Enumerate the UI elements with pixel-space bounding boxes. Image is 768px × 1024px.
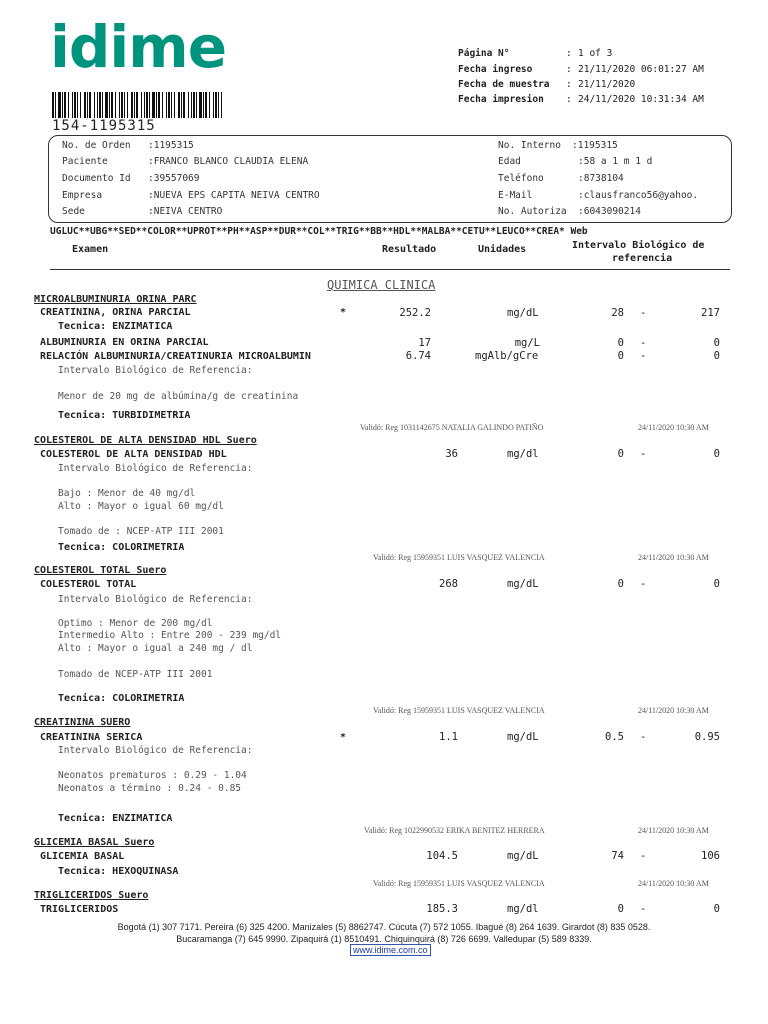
col-resultado: Resultado <box>382 244 437 255</box>
meta-value: 21/11/2020 <box>578 79 636 90</box>
result-name: GLICEMIA BASAL <box>40 851 125 862</box>
result-unit: mg/dL <box>507 731 539 743</box>
meta-label: Página N° <box>458 48 510 59</box>
ref-high: 0.95 <box>694 731 720 743</box>
col-intervalo-2: referencia <box>612 253 673 264</box>
result-value: 268 <box>439 578 458 590</box>
result-value: 17 <box>418 337 431 349</box>
ref-note: Tomado de NCEP-ATP III 2001 <box>58 669 213 680</box>
ref-low: 74 <box>611 850 624 862</box>
barcode-image <box>52 92 224 118</box>
validation-text: Validó: Reg 1031142675 NATALIA GALINDO PATIÑO <box>360 423 544 432</box>
result-unit: mg/dL <box>507 578 539 590</box>
result-name: RELACIÓN ALBUMINURIA/CREATINURIA MICROALBUMIN <box>40 351 311 362</box>
group-title: COLESTEROL TOTAL Suero <box>34 565 167 576</box>
result-unit: mgAlb/gCre <box>475 350 539 362</box>
ref-note: Bajo : Menor de 40 mg/dl <box>58 488 196 499</box>
ref-dash: - <box>640 850 647 862</box>
result-unit: mg/dl <box>507 448 539 460</box>
group-title: MICROALBUMINURIA ORINA PARC <box>34 294 197 305</box>
autoriza-field: No. Autoriza :6043090214 <box>498 206 641 217</box>
ref-high: 106 <box>701 850 720 862</box>
tecnica-label: Tecnica: TURBIDIMETRIA <box>58 410 191 421</box>
tecnica-label: Tecnica: ENZIMATICA <box>58 321 173 332</box>
result-name: COLESTEROL DE ALTA DENSIDAD HDL <box>40 449 227 460</box>
footer-phones-1: Bogotá (1) 307 7171. Pereira (6) 325 4200. Manizales (5) 8862747. Cúcuta (7) 572 1055. Ibagué (8) 264 1639. Girardot (8) 835 0528. <box>117 922 651 932</box>
ref-note: Intermedio Alto : Entre 200 - 239 mg/dl <box>58 630 282 641</box>
result-flag: * <box>340 732 347 743</box>
result-name: CREATININA SERICA <box>40 732 143 743</box>
ref-note: Optimo : Menor de 200 mg/dl <box>58 618 213 629</box>
col-unidades: Unidades <box>478 244 527 255</box>
result-value: 6.74 <box>405 350 431 362</box>
group-title: CREATININA SUERO <box>34 717 131 728</box>
ref-dash: - <box>640 578 647 590</box>
result-name: TRIGLICERIDOS <box>40 904 119 915</box>
empresa-field: Empresa :NUEVA EPS CAPITA NEIVA CENTRO <box>62 190 320 201</box>
telefono-field: Teléfono :8738104 <box>498 173 624 184</box>
result-name: CREATININA, ORINA PARCIAL <box>40 307 191 318</box>
header-divider <box>50 269 730 270</box>
ref-note: Intervalo Biológico de Referencia: <box>58 365 253 376</box>
orden-field: No. de Orden :1195315 <box>62 140 194 151</box>
ref-low: 0 <box>617 350 624 362</box>
meta-row-muestra: Fecha de muestra : 21/11/2020 <box>458 79 636 90</box>
result-value: 1.1 <box>439 731 458 743</box>
ref-low: 0 <box>617 448 624 460</box>
result-flag: * <box>340 307 347 318</box>
ref-note: Neonatos a término : 0.24 - 0.85 <box>58 783 242 794</box>
ref-dash: - <box>640 448 647 460</box>
validation-date: 24/11/2020 10:30 AM <box>638 879 709 888</box>
meta-row-ingreso: Fecha ingreso : 21/11/2020 06:01:27 AM <box>458 64 704 75</box>
ref-high: 0 <box>713 903 720 915</box>
documento-field: Documento Id :39557069 <box>62 173 200 184</box>
ref-dash: - <box>640 337 647 349</box>
group-title: COLESTEROL DE ALTA DENSIDAD HDL Suero <box>34 435 257 446</box>
tecnica-label: Tecnica: COLORIMETRIA <box>58 542 185 553</box>
barcode-number: 154-1195315 <box>52 118 156 134</box>
validation-date: 24/11/2020 10:30 AM <box>638 826 709 835</box>
paciente-field: Paciente :FRANCO BLANCO CLAUDIA ELENA <box>62 156 309 167</box>
ref-note: Alto : Mayor o igual a 240 mg / dl <box>58 643 253 654</box>
ref-low: 0 <box>617 903 624 915</box>
validation-date: 24/11/2020 10:30 AM <box>638 706 709 715</box>
validation-text: Validó: Reg 15959351 LUIS VASQUEZ VALENCIA <box>373 879 545 888</box>
edad-field: Edad :58 a 1 m 1 d <box>498 156 653 167</box>
validation-text: Validó: Reg 1022990532 ERIKA BENITEZ HERRERA <box>364 826 545 835</box>
idime-logo: idime <box>50 13 227 81</box>
ref-note: Menor de 20 mg de albúmina/g de creatinina <box>58 391 299 402</box>
meta-label: Fecha impresion <box>458 94 544 105</box>
meta-value: 1 of 3 <box>578 48 613 59</box>
result-value: 185.3 <box>426 903 458 915</box>
ref-high: 217 <box>701 307 720 319</box>
sede-field: Sede :NEIVA CENTRO <box>62 206 223 217</box>
ref-note: Intervalo Biológico de Referencia: <box>58 745 253 756</box>
tecnica-label: Tecnica: COLORIMETRIA <box>58 693 185 704</box>
meta-value: 24/11/2020 10:31:34 AM <box>578 94 704 105</box>
meta-label: Fecha de muestra <box>458 79 550 90</box>
meta-row-page: Página N° : 1 of 3 <box>458 48 613 59</box>
ref-high: 0 <box>713 350 720 362</box>
validation-date: 24/11/2020 10:30 AM <box>638 423 709 432</box>
col-examen: Examen <box>72 244 109 255</box>
ref-low: 0 <box>617 578 624 590</box>
ref-dash: - <box>640 307 647 319</box>
ref-note: Intervalo Biológico de Referencia: <box>58 594 253 605</box>
result-value: 252.2 <box>399 307 431 319</box>
tests-code-line: UGLUC**UBG**SED**COLOR**UPROT**PH**ASP**DUR**COL**TRIG**BB**HDL**MALBA**CETU**LEUCO**CREA* Web <box>50 226 588 237</box>
result-value: 104.5 <box>426 850 458 862</box>
ref-dash: - <box>640 350 647 362</box>
validation-text: Validó: Reg 15959351 LUIS VASQUEZ VALENCIA <box>373 706 545 715</box>
result-unit: mg/dL <box>507 850 539 862</box>
ref-dash: - <box>640 903 647 915</box>
ref-low: 0.5 <box>605 731 624 743</box>
footer-phones-2: Bucaramanga (7) 645 9990. Zipaquirá (1) 8510491. Chiquinquirá (8) 726 6699. Valledupar (5) 589 8339. <box>176 934 592 944</box>
ref-high: 0 <box>713 578 720 590</box>
meta-row-impresion: Fecha impresion : 24/11/2020 10:31:34 AM <box>458 94 704 105</box>
meta-label: Fecha ingreso <box>458 64 533 75</box>
validation-date: 24/11/2020 10:30 AM <box>638 553 709 562</box>
result-unit: mg/dl <box>507 903 539 915</box>
col-intervalo: Intervalo Biológico de <box>572 240 705 251</box>
ref-note: Neonatos prematuros : 0.29 - 1.04 <box>58 770 247 781</box>
ref-high: 0 <box>713 337 720 349</box>
tecnica-label: Tecnica: ENZIMATICA <box>58 813 173 824</box>
ref-note: Alto : Mayor o igual 60 mg/dl <box>58 501 224 512</box>
ref-high: 0 <box>713 448 720 460</box>
ref-low: 0 <box>617 337 624 349</box>
ref-note: Intervalo Biológico de Referencia: <box>58 463 253 474</box>
group-title: GLICEMIA BASAL Suero <box>34 837 155 848</box>
website-link[interactable]: www.idime.com.co <box>350 944 431 956</box>
result-name: ALBUMINURIA EN ORINA PARCIAL <box>40 337 209 348</box>
section-title: QUIMICA CLINICA <box>327 278 436 292</box>
result-name: COLESTEROL TOTAL <box>40 579 137 590</box>
email-field: E-Mail :clausfranco56@yahoo. <box>498 190 699 201</box>
ref-note: Tomado de : NCEP-ATP III 2001 <box>58 526 224 537</box>
result-unit: mg/dL <box>507 307 539 319</box>
tecnica-label: Tecnica: HEXOQUINASA <box>58 866 179 877</box>
result-value: 36 <box>445 448 458 460</box>
result-unit: mg/L <box>514 337 540 349</box>
meta-value: 21/11/2020 06:01:27 AM <box>578 64 704 75</box>
group-title: TRIGLICERIDOS Suero <box>34 890 149 901</box>
ref-dash: - <box>640 731 647 743</box>
interno-field: No. Interno :1195315 <box>498 140 618 151</box>
ref-low: 28 <box>611 307 624 319</box>
validation-text: Validó: Reg 15959351 LUIS VASQUEZ VALENCIA <box>373 553 545 562</box>
